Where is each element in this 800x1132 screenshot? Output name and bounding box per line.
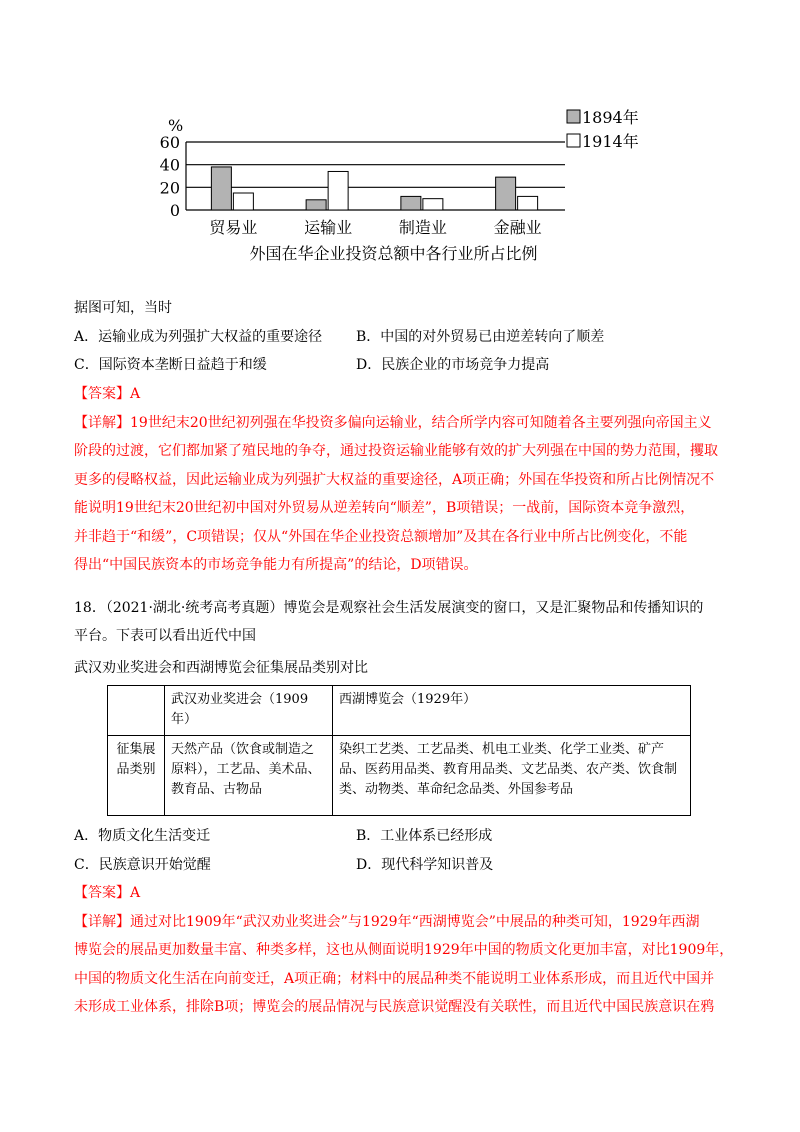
chart-caption: 外国在华企业投资总额中各行业所占比例 (249, 244, 538, 263)
bar-series1 (306, 200, 326, 210)
q17-answer: 【答案】A (74, 386, 141, 402)
q17-detail-line: 并非趋于“和缓”，C项错误；仅从“外国在华企业投资总额增加”及其在各行业中所占比例变化，不能 (74, 529, 688, 545)
bar-series2 (518, 196, 538, 210)
q18-option-b: B．工业体系已经形成 (356, 828, 493, 844)
q17-option-b: B．中国的对外贸易已由逆差转向了顺差 (356, 329, 605, 345)
y-axis-label: % (168, 116, 184, 135)
table-header-cell: 西湖博览会（1929年） (333, 686, 691, 736)
table-row-label: 征集展品类别 (108, 736, 165, 816)
q18-stem-line: 18．（2021·湖北·统考高考真题）博览会是观察社会生活发展演变的窗口，又是汇聚物品和传播知识的 (74, 600, 704, 616)
legend-label: 1894年 (582, 108, 639, 127)
category-label: 贸易业 (209, 218, 258, 237)
table-cell: 染织工艺类、工艺品类、机电工业类、化学工业类、矿产品、医药用品类、教育用品类、文艺品类、农产类、饮食制类、动物类、革命纪念品类、外国参考品 (333, 736, 691, 816)
q18-detail-line: 博览会的展品更加数量丰富、种类多样，这也从侧面说明1929年中国的物质文化更加丰富，对比1909年， (74, 942, 734, 958)
table-header-cell (108, 686, 165, 736)
q18-detail-line: 【详解】通过对比1909年“武汉劝业奖进会”与1929年“西湖博览会”中展品的种类可知，1929年西湖 (74, 914, 700, 930)
bar-series1 (401, 196, 421, 210)
category-label: 金融业 (493, 218, 542, 237)
q18-option-a: A．物质文化生活变迁 (74, 828, 211, 844)
bar-series2 (233, 193, 253, 210)
q18-detail-line: 未形成工业体系，排除B项；博览会的展品情况与民族意识觉醒没有关联性，而且近代中国民族意识在鸦 (74, 999, 715, 1015)
q17-stem: 据图可知，当时 (74, 300, 172, 316)
y-tick-label: 40 (159, 155, 180, 175)
legend-swatch (567, 110, 580, 123)
q18-stem-line: 平台。下表可以看出近代中国 (74, 628, 256, 644)
legend-swatch (567, 134, 580, 147)
bar-series2 (328, 171, 348, 210)
table-cell: 天然产品（饮食或制造之原料），工艺品、美术品、教育品、古物品 (165, 736, 333, 816)
table-header-cell: 武汉劝业奖进会（1909年） (165, 686, 333, 736)
y-tick-label: 0 (169, 201, 180, 220)
legend-label: 1914年 (582, 132, 639, 151)
q17-detail-line: 【详解】19世纪末20世纪初列强在华投资多偏向运输业，结合所学内容可知随着各主要列强向帝国主义 (74, 415, 712, 431)
category-label: 制造业 (398, 218, 447, 237)
q18-option-c: C．民族意识开始觉醒 (74, 857, 211, 873)
q17-detail-line: 阶段的过渡，它们都加紧了殖民地的争夺，通过投资运输业能够有效的扩大列强在中国的势力范围，攫取 (74, 443, 718, 459)
q17-option-c: C．国际资本垄断日益趋于和缓 (74, 357, 267, 373)
q18-table-title: 武汉劝业奖进会和西湖博览会征集展品类别对比 (74, 660, 368, 676)
q17-detail-line: 能说明19世纪末20世纪初中国对外贸易从逆差转向“顺差”，B项错误；一战前，国际资本竞争激烈， (74, 500, 695, 516)
q18-answer: 【答案】A (74, 885, 141, 901)
bar-series1 (211, 167, 231, 210)
q18-detail-line: 中国的物质文化生活在向前变迁，A项正确；材料中的展品种类不能说明工业体系形成，而且近代中国并 (74, 971, 715, 987)
exhibits-table (107, 685, 691, 816)
q17-detail-line: 得出“中国民族资本的市场竞争能力有所提高”的结论，D项错误。 (74, 557, 478, 573)
q17-detail-line: 更多的侵略权益，因此运输业成为列强扩大权益的重要途径，A项正确；外国在华投资和所占比例情况不 (74, 472, 715, 488)
y-tick-label: 60 (159, 133, 180, 152)
y-tick-label: 20 (159, 178, 180, 198)
q17-option-d: D．民族企业的市场竞争力提高 (356, 357, 550, 373)
category-label: 运输业 (304, 218, 353, 237)
q17-option-a: A．运输业成为列强扩大权益的重要途径 (74, 329, 323, 345)
bar-series2 (423, 199, 443, 210)
q18-option-d: D．现代科学知识普及 (356, 857, 494, 873)
bar-chart (150, 100, 670, 270)
bar-series1 (496, 177, 516, 210)
